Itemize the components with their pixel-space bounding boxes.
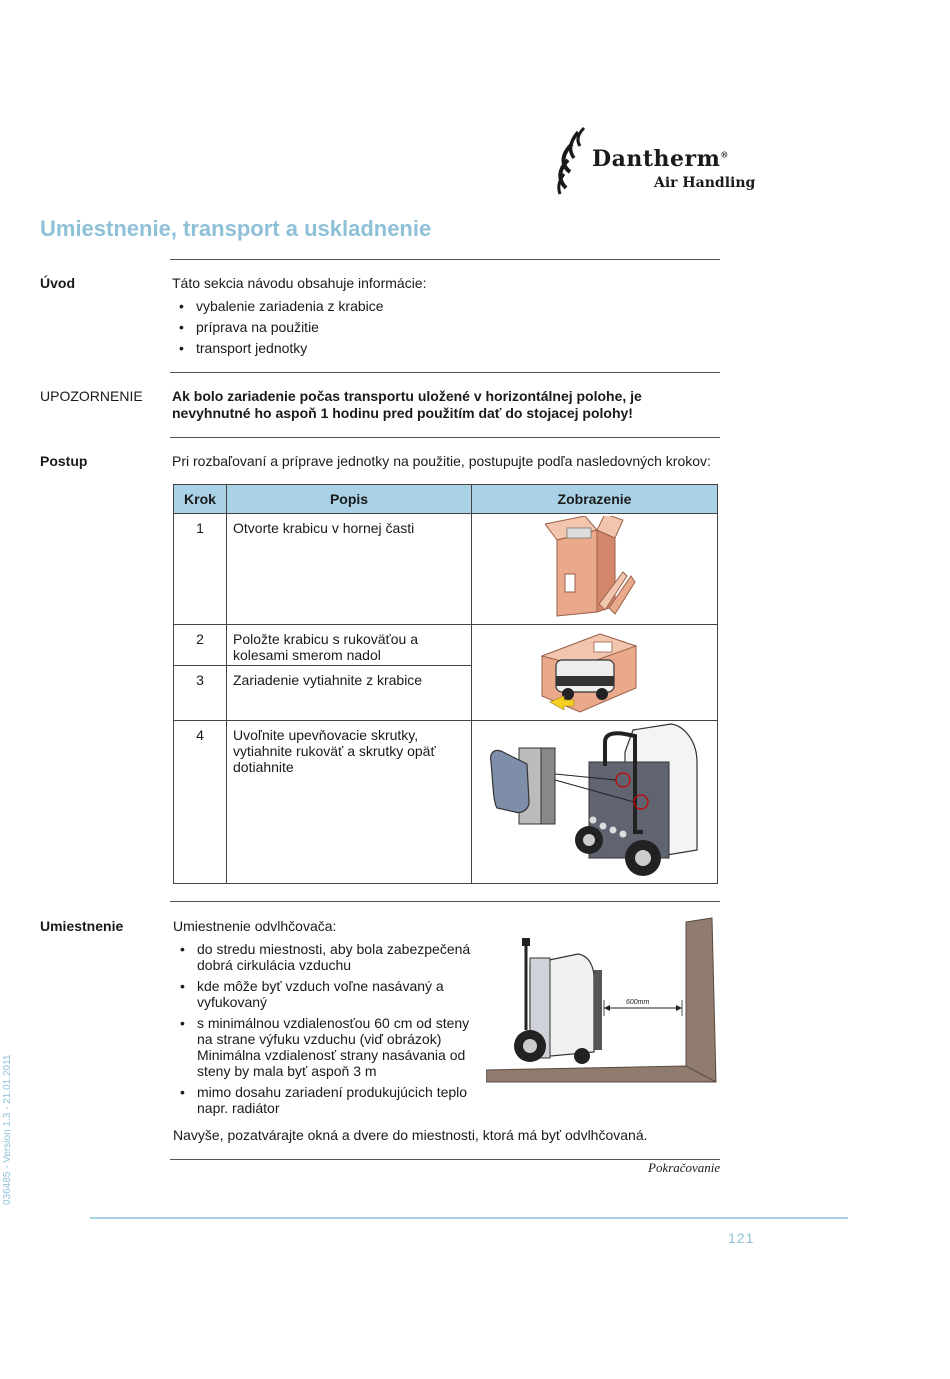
step-description: Otvorte krabicu v hornej časti [227, 514, 472, 625]
wall-distance-illustration [486, 914, 718, 1086]
table-header-row [174, 485, 718, 514]
step-image-cell [472, 721, 718, 884]
list-item: • s minimálnou vzdialenosťou 60 cm od steny na strane výfuku vzduchu (viď obrázok) Minimálna vzdialenosť strany nasávania od steny by mala byť aspoň 3 m [173, 1015, 479, 1079]
continued-note: Pokračovanie [648, 1160, 721, 1175]
dantherm-swirl-icon [556, 126, 596, 196]
dantherm-logo [556, 126, 766, 196]
table-row [174, 625, 718, 666]
column-header: Zobrazenie [472, 485, 718, 514]
page-title: Umiestnenie, transport a uskladnenie [40, 216, 432, 241]
umiestnenie-list [173, 941, 479, 1121]
warning-text: Ak bolo zariadenie počas transportu uložené v horizontálnej polohe, je nevyhnutné ho aspoň 1 hodinu pred použitím dať do stojacej polohy! [172, 388, 642, 421]
list-item: • do stredu miestnosti, aby bola zabezpečená dobrá cirkulácia vzduchu [173, 941, 479, 973]
uvod-intro: Táto sekcia návodu obsahuje informácie: [172, 275, 427, 291]
list-item: • transport jednotky [172, 340, 692, 356]
divider [170, 1159, 720, 1160]
uvod-label: Úvod [40, 275, 75, 291]
box-on-side-illustration [540, 626, 650, 716]
umiestnenie-label: Umiestnenie [40, 918, 124, 934]
column-header: Popis [227, 485, 472, 514]
divider [170, 259, 720, 260]
postup-intro: Pri rozbaľovaní a príprave jednotky na použitie, postupujte podľa nasledovných krokov: [172, 453, 711, 469]
umiestnenie-intro: Umiestnenie odvlhčovača: [173, 918, 337, 934]
list-item: • príprava na použitie [172, 319, 692, 335]
step-number: 1 [174, 514, 227, 625]
logo-subtitle: Air Handling [654, 175, 756, 191]
step-description: Zariadenie vytiahnite z krabice [227, 666, 472, 721]
step-image-cell [472, 625, 718, 721]
umiestnenie-closing: Navyše, pozatvárajte okná a dvere do miestnosti, ktorá má byť odvlhčovaná. [173, 1127, 648, 1143]
steps-table [173, 484, 718, 884]
footer-divider [90, 1217, 848, 1219]
uvod-list [172, 298, 692, 361]
step-description: Uvoľnite upevňovacie skrutky, vytiahnite rukoväť a skrutky opäť dotiahnite [227, 721, 472, 884]
step-image-cell [472, 514, 718, 625]
table-row [174, 514, 718, 625]
step-number: 3 [174, 666, 227, 721]
upozornenie-label: UPOZORNENIE [40, 388, 143, 404]
dimension-label: 600mm [626, 999, 650, 1006]
version-note: 036485 - Version 1.3 - 21.01.2011 [2, 1054, 13, 1205]
list-item: • vybalenie zariadenia z krabice [172, 298, 692, 314]
list-item: • mimo dosahu zariadení produkujúcich teplo napr. radiátor [173, 1084, 479, 1116]
divider [170, 901, 720, 902]
step-description: Položte krabicu s rukoväťou a kolesami smerom nadol [227, 625, 472, 666]
divider [170, 372, 720, 373]
column-header: Krok [174, 485, 227, 514]
list-item: • kde môže byť vzduch voľne nasávaný a vyfukovaný [173, 978, 479, 1010]
step-number: 4 [174, 721, 227, 884]
table-row [174, 721, 718, 884]
logo-brand-text: Dantherm [592, 146, 721, 172]
handle-screws-illustration [485, 722, 705, 880]
page-number: 121 [728, 1230, 755, 1246]
step-number: 2 [174, 625, 227, 666]
divider [170, 437, 720, 438]
logo-registered-mark: ® [720, 149, 729, 160]
open-box-illustration [545, 516, 645, 620]
postup-label: Postup [40, 453, 88, 469]
